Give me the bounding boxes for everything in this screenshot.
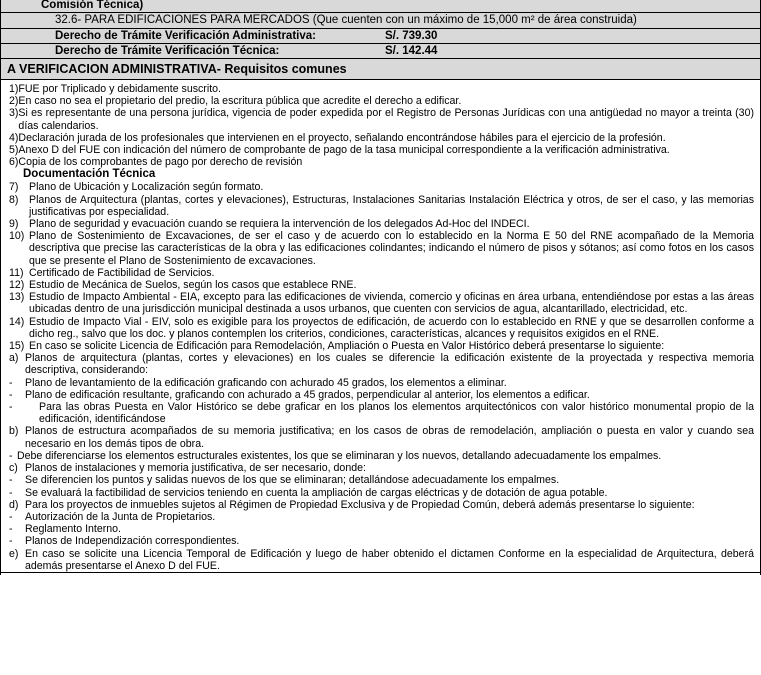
- requirement-item: [9, 267, 754, 279]
- requirement-item: [9, 499, 754, 511]
- requirement-number: 13): [9, 291, 25, 304]
- requirement-text: Estudio de Impacto Ambiental - EIA, excepto para las edificaciones de vivienda, comercio y oficinas en área urbana, entendiéndose por estas a las áreas ubicadas dentro de una jurisdicción municipal destinada a usos urbanos, que cuenten con servicios de agua, alcantarillado, electricidad, etc.: [29, 291, 754, 316]
- requirement-text: Plano de seguridad y evacuación cuando se requiera la intervención de los delegados Ad-Hoc del INDECI.: [29, 218, 530, 231]
- fee-tech-amount: S/. 142.44: [385, 45, 438, 57]
- requirement-text: Certificado de Factibilidad de Servicios.: [29, 266, 215, 279]
- requirement-text: FUE por Triplicado y debidamente suscrito.: [18, 83, 221, 95]
- fee-tech-row: [1, 44, 760, 58]
- requirement-item: [9, 291, 754, 315]
- requirement-item: [9, 450, 754, 462]
- requirement-number: 14): [9, 315, 25, 328]
- requirement-item: [9, 401, 754, 425]
- requirement-number: 3): [9, 107, 19, 120]
- requirement-text: Plano de Ubicación y Localización según formato.: [29, 181, 264, 194]
- requirement-text: En caso se solicite una Licencia Temporal de Edificación y luego de haber obtenido el dictamen Conforme en la especialidad de Arquitectura, deberá además presentarse el Anexo D del FUE.: [25, 547, 754, 572]
- requirement-number: -: [9, 376, 13, 389]
- requirement-text: Declaración jurada de los profesionales que intervienen en el proyecto, señalando encontrándose hábiles para el ejercicio de la profesión.: [18, 131, 666, 144]
- requirement-text: Reglamento Interno.: [25, 523, 121, 536]
- requirement-number: 9): [9, 218, 19, 231]
- requirement-number: 5): [9, 144, 19, 157]
- requirement-number: d): [9, 498, 19, 511]
- requirement-number: -: [9, 474, 13, 487]
- requirement-text: Anexo D del FUE con indicación del número de comprobante de pago de la tasa municipal correspondiente a la verificación administrativa.: [18, 144, 670, 157]
- requirement-item: [9, 377, 754, 389]
- requirement-item: [9, 107, 754, 131]
- requirement-item: [9, 511, 754, 523]
- requirement-number: a): [9, 352, 19, 365]
- requirement-item: [9, 181, 754, 193]
- requirement-text: Planos de estructura acompañados de su memoria justificativa; en los casos de obras de remodelación, ampliación o puesta en valor y cuando sea necesario en los demás tipos de obra.: [25, 425, 754, 450]
- requirements-body: [1, 80, 760, 572]
- requirement-number: 4): [9, 131, 19, 144]
- requirement-number: 8): [9, 193, 19, 206]
- tech-heading: Documentación Técnica: [23, 168, 156, 181]
- requirement-text: Planos de instalaciones y memoria justificativa, de ser necesario, donde:: [25, 462, 366, 475]
- requirement-number: 2): [9, 95, 19, 108]
- procedure-header: [1, 0, 760, 59]
- requirement-text: Si es representante de una persona jurídica, vigencia de poder expedida por el Registro de Personas Jurídicas con una antigüedad no mayor a treinta (30) días calendarios.: [18, 107, 754, 132]
- remodel-requirements-list: [9, 352, 754, 572]
- fee-tech-label: Derecho de Trámite Verificación Técnica:: [55, 45, 280, 57]
- header-title: Comisión Técnica): [1, 0, 760, 13]
- requirement-item: [9, 523, 754, 535]
- requirement-text: Debe diferenciarse los elementos estructurales existentes, los que se eliminaran y los nuevos, detallando adecuadamente los empalmes.: [17, 449, 662, 462]
- requirement-number: -: [9, 535, 13, 548]
- requirement-text: Plano de levantamiento de la edificación graficando con achurado 45 grados, los elementos a eliminar.: [25, 376, 507, 389]
- requirement-text: Plano de edificación resultante, graficando con achurado a 45 grados, perpendicular al anterior, los elementos a edificar.: [25, 388, 590, 401]
- requirement-item: [9, 340, 754, 352]
- requirement-item: [9, 83, 754, 95]
- requirement-number: b): [9, 425, 19, 438]
- requirement-item: [9, 352, 754, 376]
- requirement-item: [9, 156, 754, 168]
- requirement-text: Planos de Independización correspondientes.: [25, 535, 240, 548]
- requirement-number: 11): [9, 266, 24, 279]
- requirement-text: En caso se solicite Licencia de Edificación para Remodelación, Ampliación o Puesta en Valor Histórico deberá presentarse lo siguiente:: [29, 340, 665, 353]
- requirement-item: [9, 230, 754, 267]
- requirement-item: [9, 425, 754, 449]
- requirement-text: Para los proyectos de inmuebles sujetos al Régimen de Propiedad Exclusiva y de Propiedad Común, deberá además presentarse lo siguiente:: [25, 498, 695, 511]
- section-title: A VERIFICACION ADMINISTRATIVA- Requisitos comunes: [1, 59, 760, 80]
- requirement-number: -: [9, 523, 13, 536]
- requirement-number: -: [9, 401, 13, 414]
- requirement-text: Copia de los comprobantes de pago por derecho de revisión: [18, 156, 303, 169]
- fee-admin-amount: S/. 739.30: [385, 30, 438, 42]
- procedure-item: 32.6- PARA EDIFICACIONES PARA MERCADOS (Que cuenten con un máximo de 15,000 m² de área construida): [1, 13, 760, 29]
- requirement-item: [9, 462, 754, 474]
- requirement-text: Para las obras Puesta en Valor Histórico se debe graficar en los planos los elementos arquitectónicos con valor histórico monumental propio de la edificación, identificándose: [39, 401, 754, 426]
- requirement-text: Se diferencien los puntos y salidas nuevos de los que se eliminaran; detallándose adecuadamente los empalmes.: [25, 474, 560, 487]
- requirement-number: 7): [9, 181, 19, 194]
- technical-requirements-list: [9, 181, 754, 352]
- requirement-text: En caso no sea el propietario del predio, la escritura pública que acredite el derecho a edificar.: [18, 95, 462, 108]
- requirement-number: 15): [9, 340, 25, 353]
- requirement-text: Planos de arquitectura (plantas, cortes y elevaciones) en los cuales se diferencie la edificación existente de la proyectada y respectiva memoria descriptiva, considerando:: [25, 352, 754, 377]
- requirement-item: [9, 487, 754, 499]
- requirement-text: Plano de Sostenimiento de Excavaciones, de ser el caso y de acuerdo con lo establecido en la Norma E 50 del RNE acompañado de la Memoria descriptiva que precise las características de la obra y las edificaciones colindantes; indicando el número de pisos y sótanos; así como fotos en los casos que se presente el Plano de Sostenimiento de excavaciones.: [29, 230, 754, 267]
- requirement-number: e): [9, 547, 19, 560]
- requirement-item: [9, 316, 754, 340]
- requirement-item: [9, 218, 754, 230]
- requirement-item: [9, 95, 754, 107]
- requirement-text: Planos de Arquitectura (plantas, cortes y elevaciones), Estructuras, Instalaciones Sanitarias Instalación Eléctrica y otros, de ser el caso, y las memorias justificativas por especialidad.: [29, 193, 754, 218]
- requirement-number: 12): [9, 279, 25, 292]
- fee-admin-row: [1, 29, 760, 44]
- requirement-number: -: [9, 449, 13, 462]
- requirement-text: Estudio de Impacto Vial - EIV, solo es exigible para los proyectos de edificación, de acuerdo con lo establecido en RNE y que se desarrollen conforme a dicho reg., salvo que los doc. y planos contemplen los criterios, condiciones, características, alcances y requisitos exigidos en el RNE.: [29, 315, 754, 340]
- fee-admin-label: Derecho de Trámite Verificación Administrativa:: [55, 30, 316, 42]
- requirement-text: Estudio de Mecánica de Suelos, según los casos que establece RNE.: [29, 279, 357, 292]
- requirement-number: 1): [9, 83, 19, 95]
- requirement-item: [9, 535, 754, 547]
- requirement-item: [9, 389, 754, 401]
- common-requirements-list: [9, 83, 754, 168]
- requirement-item: [9, 132, 754, 144]
- requirement-number: 10): [9, 230, 25, 243]
- requirement-item: [9, 279, 754, 291]
- requirement-number: -: [9, 486, 13, 499]
- requirement-number: 6): [9, 156, 19, 169]
- requirement-item: [9, 474, 754, 486]
- requirement-number: -: [9, 388, 13, 401]
- requirement-item: [9, 548, 754, 572]
- requirement-item: [9, 144, 754, 156]
- requirement-text: Se evaluará la factibilidad de servicios teniendo en cuenta la ampliación de cargas eléctricas y de dotación de agua potable.: [25, 486, 608, 499]
- requirement-text: Autorización de la Junta de Propietarios.: [25, 510, 216, 523]
- requirement-number: c): [9, 462, 18, 475]
- requirement-number: -: [9, 510, 13, 523]
- bottom-border: [1, 572, 760, 575]
- requirement-item: [9, 194, 754, 218]
